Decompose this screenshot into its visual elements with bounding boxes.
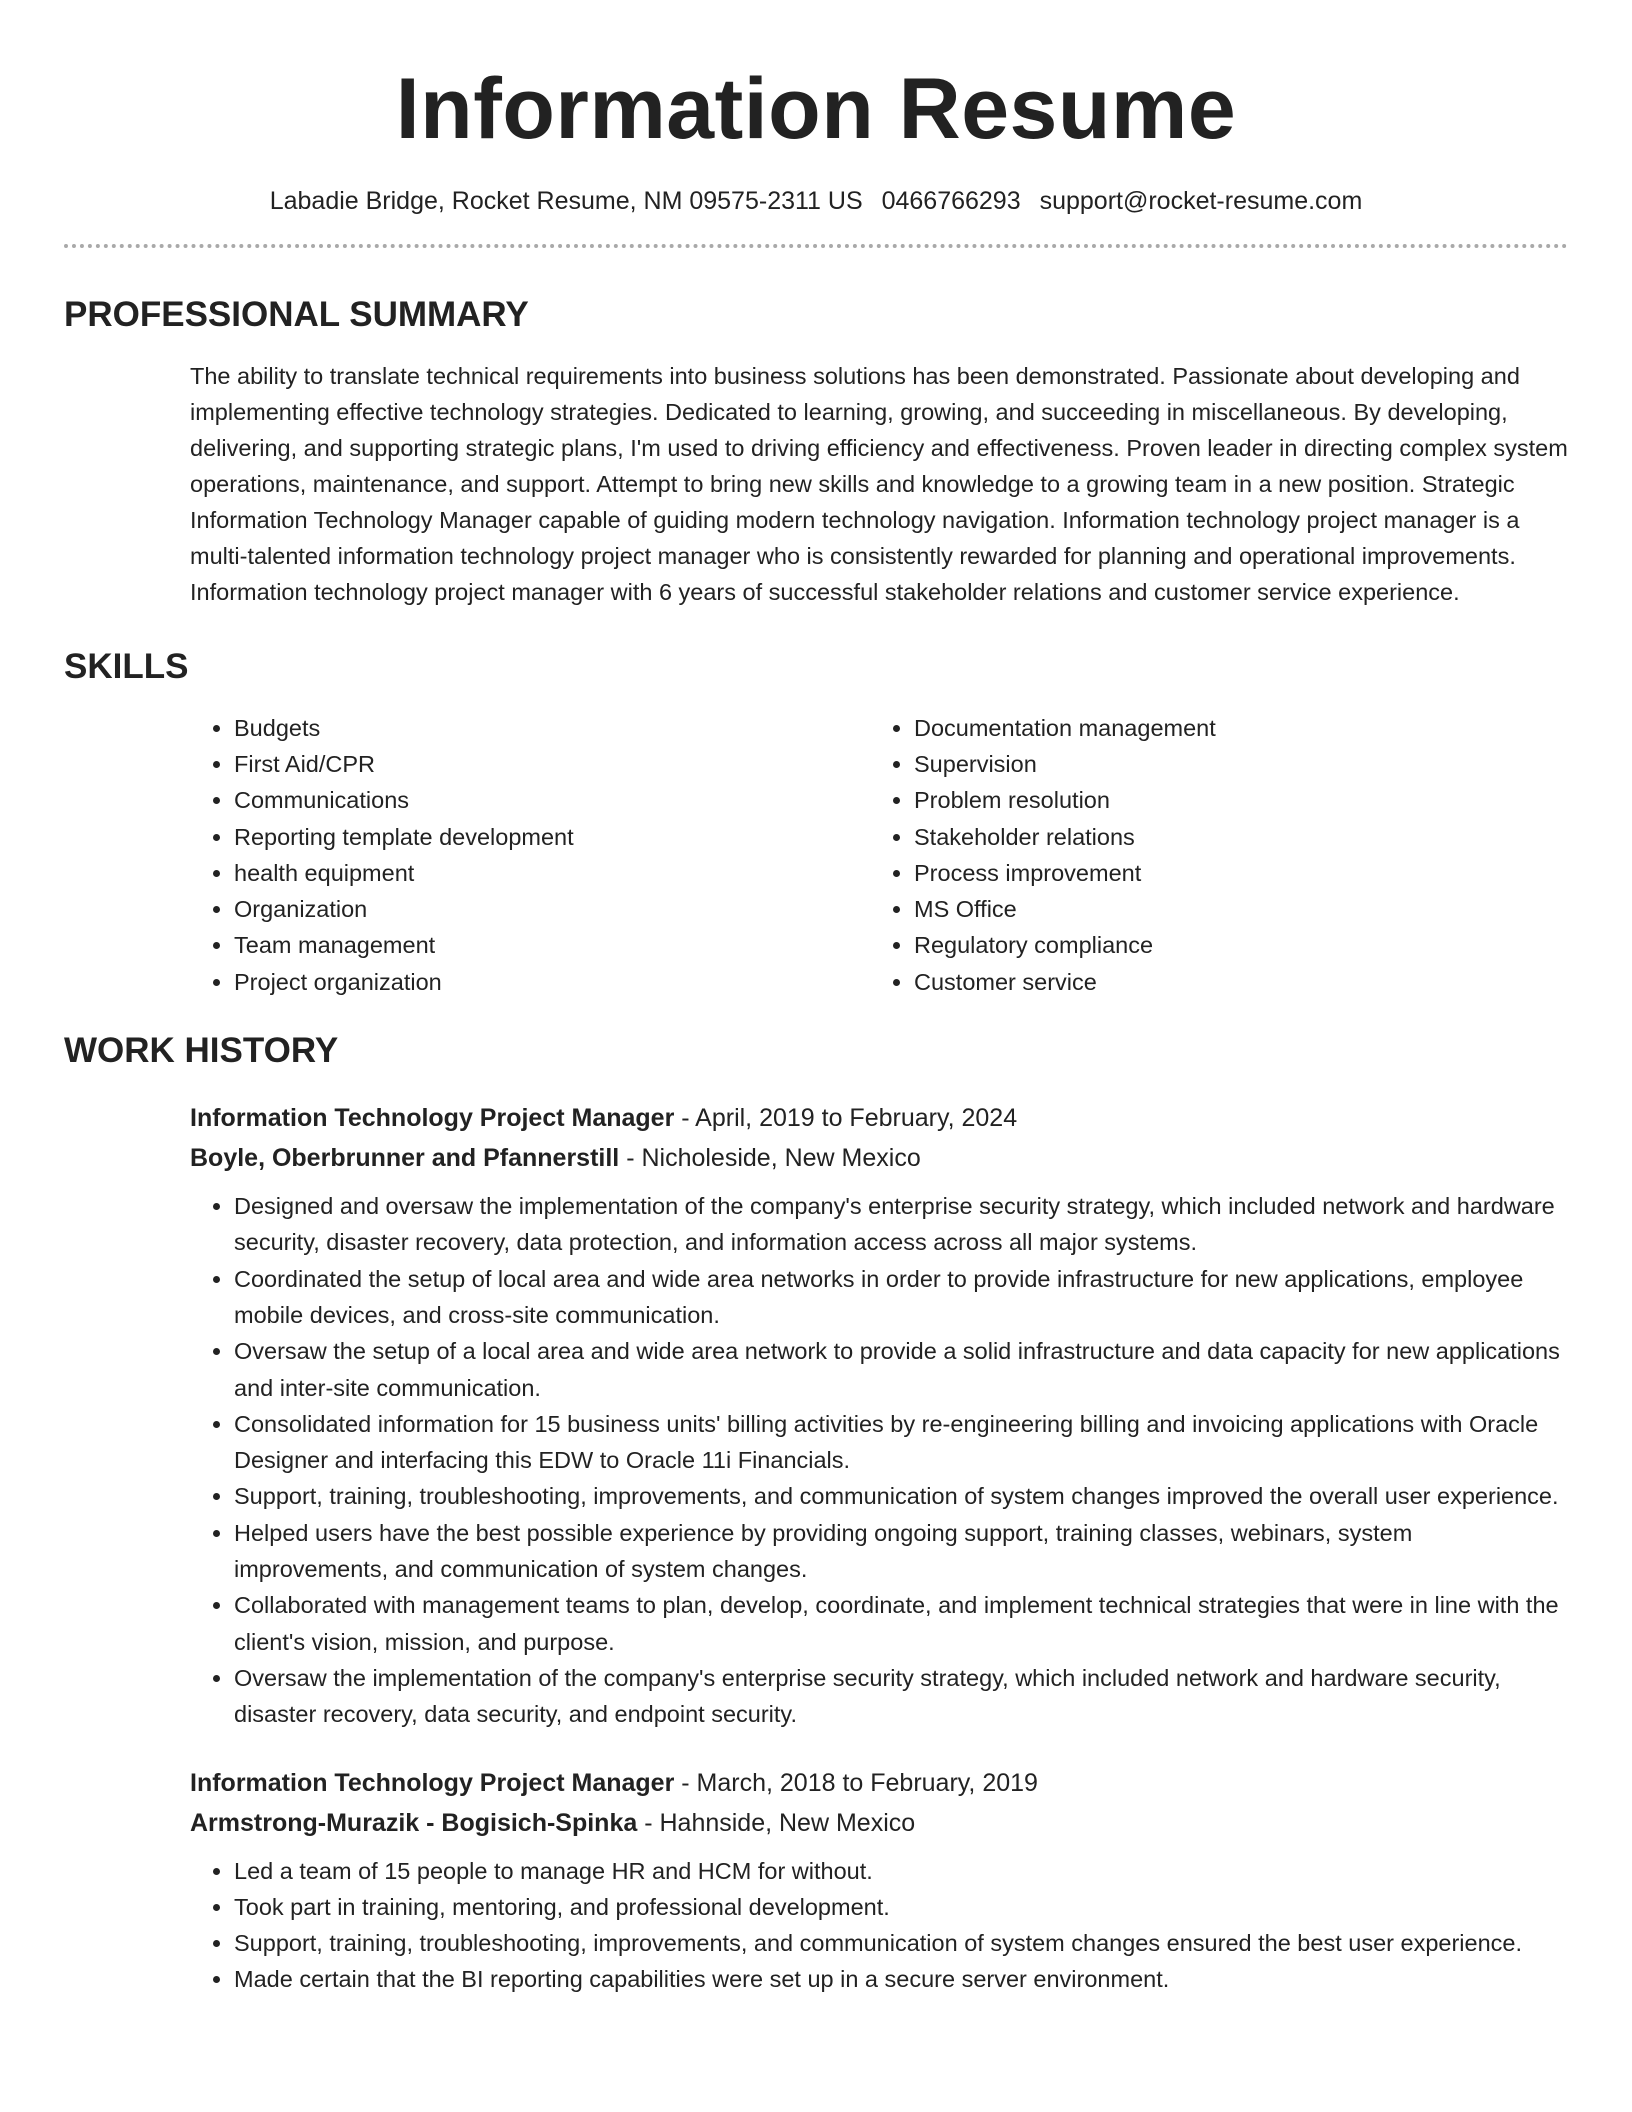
skill-item: • Process improvement [914, 855, 1568, 891]
job-title: Information Technology Project Manager [190, 1104, 675, 1133]
job-company: Boyle, Oberbrunner and Pfannerstill [190, 1144, 620, 1173]
job-entry [190, 1098, 1568, 1732]
job-bullet: • Oversaw the setup of a local area and wide area network to provide a solid infrastructure and data capacity for new applications and inter-site communication. [234, 1333, 1568, 1406]
skills-heading: SKILLS [64, 646, 189, 686]
job-bullet: • Helped users have the best possible experience by providing ongoing support, training classes, webinars, system improvements, and communication of system changes. [234, 1515, 1568, 1588]
summary-text: The ability to translate technical requirements into business solutions has been demonstrated. Passionate about developing and implementing effective technology strategies. Dedicated to learning, growing, and succeeding in miscellaneous. By developing, delivering, and supporting strategic plans, I'm used to driving efficiency and effectiveness. Proven leader in directing complex system operations, maintenance, and support. Attempt to bring new skills and knowledge to a growing team in a new position. Strategic Information Technology Manager capable of guiding modern technology navigation. Information technology project manager is a multi-talented information technology project manager who is consistently rewarded for planning and operational improvements. Information technology project manager with 6 years of successful stakeholder relations and customer service experience. [190, 362, 1568, 605]
skill-item: • Documentation management [914, 710, 1568, 746]
job-location: - Nicholeside, New Mexico [619, 1144, 921, 1173]
job-title-line [190, 1763, 1568, 1803]
skill-item: • Communications [234, 782, 870, 818]
skills-column-right [870, 710, 1568, 1000]
job-bullet: • Oversaw the implementation of the company's enterprise security strategy, which included network and hardware security, disaster recovery, data security, and endpoint security. [234, 1660, 1568, 1733]
contact-address: Labadie Bridge, Rocket Resume, NM 09575-2311 US [269, 187, 863, 216]
job-bullet: • Made certain that the BI reporting capabilities were set up in a secure server environment. [234, 1961, 1568, 1997]
job-bullet: • Consolidated information for 15 business units' billing activities by re-engineering billing and invoicing applications with Oracle Designer and interfacing this EDW to Oracle 11i Financials. [234, 1406, 1568, 1479]
skill-item: • Supervision [914, 746, 1568, 782]
skill-item: • Team management [234, 927, 870, 963]
skill-item: • Reporting template development [234, 819, 870, 855]
skills-list [190, 710, 1568, 1000]
job-title-line [190, 1098, 1568, 1138]
job-bullets [190, 1188, 1568, 1732]
job-company-line [190, 1803, 1568, 1843]
resume-name: Information Resume [395, 61, 1237, 157]
job-bullet: • Designed and oversaw the implementation of the company's enterprise security strategy, which included network and hardware security, disaster recovery, data protection, and information access across all major systems. [234, 1188, 1568, 1261]
skill-item: • Budgets [234, 710, 870, 746]
skill-item: • Problem resolution [914, 782, 1568, 818]
contact-email: support@rocket-resume.com [1039, 187, 1363, 216]
skill-item: • Regulatory compliance [914, 927, 1568, 963]
skill-item: • First Aid/CPR [234, 746, 870, 782]
job-title: Information Technology Project Manager [190, 1768, 675, 1797]
job-bullet: • Collaborated with management teams to plan, develop, coordinate, and implement technical strategies that were in line with the client's vision, mission, and purpose. [234, 1587, 1568, 1660]
job-company: Armstrong-Murazik - Bogisich-Spinka [190, 1808, 638, 1837]
job-bullet: • Support, training, troubleshooting, improvements, and communication of system changes ensured the best user experience. [234, 1925, 1568, 1961]
contact-line [64, 185, 1568, 218]
skill-item: • health equipment [234, 855, 870, 891]
skill-item: • MS Office [914, 891, 1568, 927]
skill-item: • Stakeholder relations [914, 819, 1568, 855]
job-dates: - March, 2018 to February, 2019 [674, 1768, 1038, 1797]
job-bullet: • Took part in training, mentoring, and professional development. [234, 1889, 1568, 1925]
skill-item: • Customer service [914, 964, 1568, 1000]
skills-column-left [190, 710, 870, 1000]
job-bullets [190, 1853, 1568, 1998]
job-bullet: • Support, training, troubleshooting, improvements, and communication of system changes improved the overall user experience. [234, 1478, 1568, 1514]
job-bullet: • Coordinated the setup of local area and wide area networks in order to provide infrastructure for new applications, employee mobile devices, and cross-site communication. [234, 1261, 1568, 1334]
work-history-heading: WORK HISTORY [64, 1031, 339, 1071]
skill-item: • Project organization [234, 964, 870, 1000]
job-dates: - April, 2019 to February, 2024 [674, 1104, 1018, 1133]
skill-item: • Organization [234, 891, 870, 927]
contact-phone: 0466766293 [881, 187, 1021, 216]
header-divider [64, 244, 1568, 248]
job-company-line [190, 1138, 1568, 1178]
job-bullet: • Led a team of 15 people to manage HR and HCM for without. [234, 1853, 1568, 1889]
job-entry [190, 1763, 1568, 1998]
summary-heading: PROFESSIONAL SUMMARY [64, 294, 529, 334]
job-location: - Hahnside, New Mexico [637, 1808, 916, 1837]
